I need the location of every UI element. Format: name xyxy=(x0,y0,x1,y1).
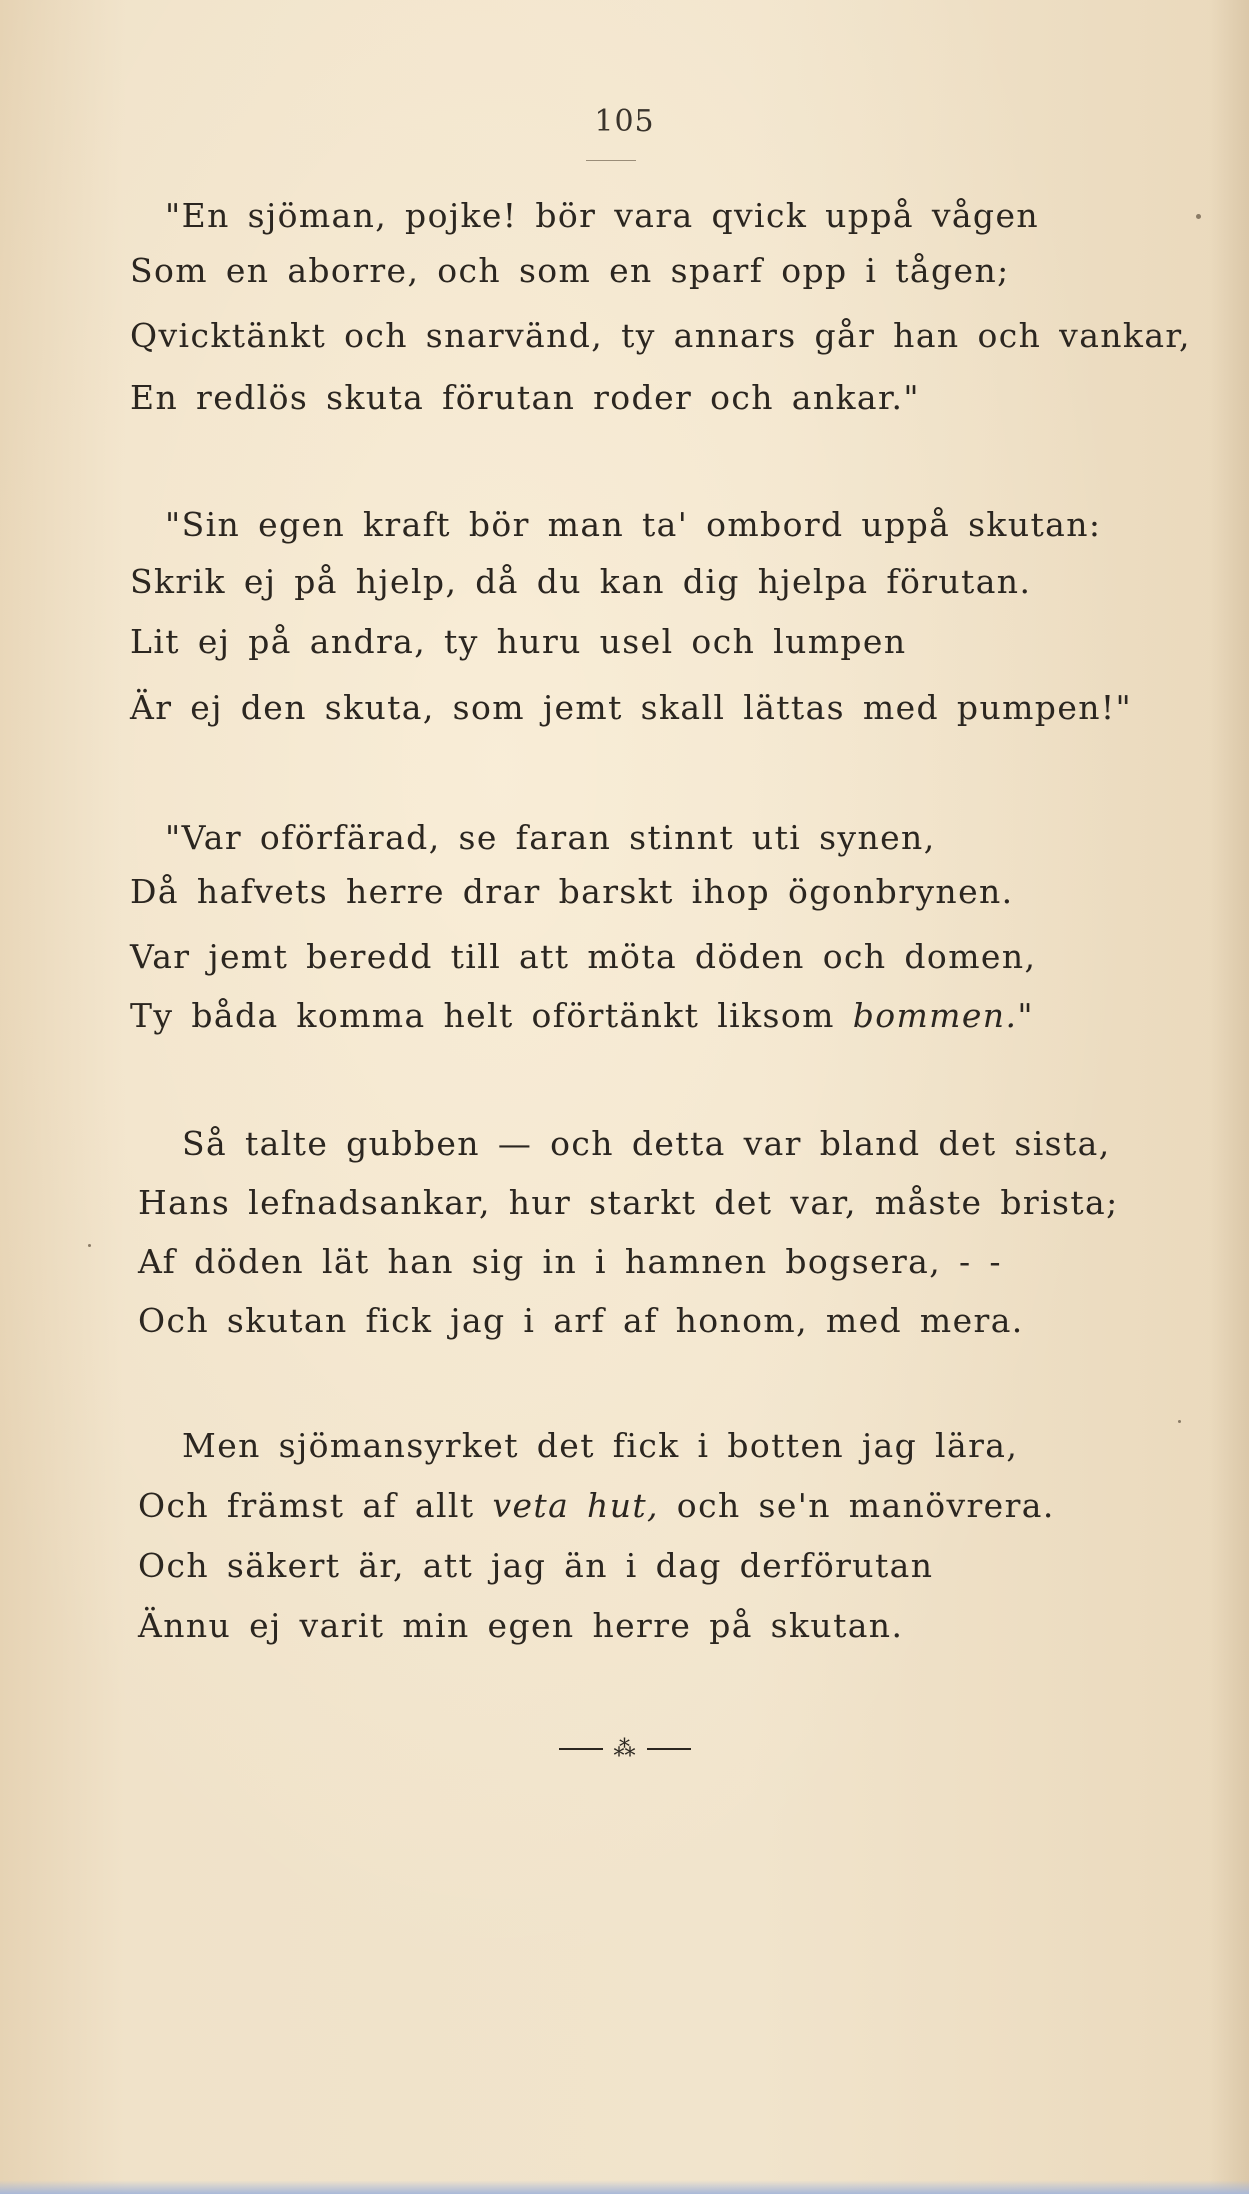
italic-word: bommen. xyxy=(852,996,1018,1035)
poem-line: En redlös skuta förutan roder och ankar." xyxy=(130,378,920,417)
poem-line: Lit ej på andra, ty huru usel och lumpen xyxy=(130,622,907,661)
poem-line: "Sin egen kraft bör man ta' ombord uppå skutan: xyxy=(165,505,1102,544)
paper-speck xyxy=(1196,214,1201,219)
poem-line: Af döden lät han sig in i hamnen bogsera, - - xyxy=(138,1242,1002,1281)
closing-quote: " xyxy=(1017,996,1034,1035)
page-edge-shadow xyxy=(1209,0,1249,2194)
poem-line: Då hafvets herre drar barskt ihop ögonbrynen. xyxy=(130,872,1014,911)
paper-speck xyxy=(1178,1420,1181,1423)
poem-line-text: och se'n manövrera. xyxy=(676,1486,1055,1525)
ornament-rule-left xyxy=(559,1748,603,1750)
poem-line: Ännu ej varit min egen herre på skutan. xyxy=(138,1606,904,1645)
scan-bottom-edge xyxy=(0,2180,1249,2194)
poem-line: Var jemt beredd till att möta döden och domen, xyxy=(130,937,1037,976)
poem-line-text: Ty båda komma helt oförtänkt liksom xyxy=(130,996,835,1035)
end-ornament xyxy=(0,1736,1249,1762)
poem-line: Är ej den skuta, som jemt skall lättas med pumpen!" xyxy=(130,688,1133,727)
poem-line: Hans lefnadsankar, hur starkt det var, måste brista; xyxy=(138,1183,1119,1222)
page-number: 105 xyxy=(594,104,655,139)
poem-line: "En sjöman, pojke! bör vara qvick uppå vågen xyxy=(165,196,1040,235)
poem-line: Men sjömansyrket det fick i botten jag lära, xyxy=(182,1426,1019,1465)
poem-line: Och säkert är, att jag än i dag derförutan xyxy=(138,1546,934,1585)
poem-line-with-italic xyxy=(138,1486,1055,1526)
poem-line: Qvicktänkt och snarvänd, ty annars går han och vankar, xyxy=(130,316,1191,355)
poem-line-text: Och främst af allt xyxy=(138,1486,475,1525)
paper-speck xyxy=(88,1244,91,1247)
poem-line: Skrik ej på hjelp, då du kan dig hjelpa förutan. xyxy=(130,562,1032,601)
poem-line: Som en aborre, och som en sparf opp i tågen; xyxy=(130,251,1010,290)
ornament-rule-right xyxy=(647,1748,691,1750)
ornament-glyph: ⁂ xyxy=(613,1736,636,1762)
poem-line-with-italic xyxy=(130,996,1034,1036)
poem-line: Så talte gubben — och detta var bland det sista, xyxy=(182,1124,1111,1163)
page-number-rule xyxy=(586,160,636,161)
italic-phrase: veta hut, xyxy=(492,1486,659,1525)
poem-line: Och skutan fick jag i arf af honom, med mera. xyxy=(138,1301,1024,1340)
poem-line: "Var oförfärad, se faran stinnt uti synen, xyxy=(165,818,936,857)
